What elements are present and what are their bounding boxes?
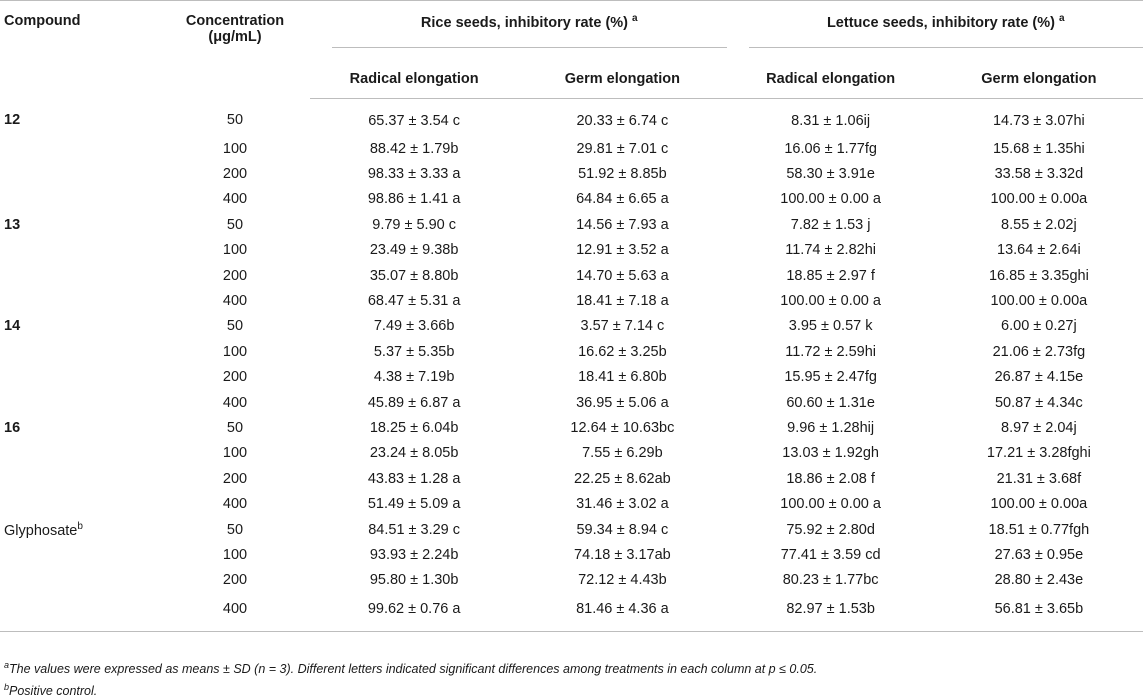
lettuce-radical-cell: 11.72 ± 2.59hi bbox=[727, 339, 935, 364]
header-rice-radical: Radical elongation bbox=[310, 59, 518, 99]
compound-label: 16 bbox=[4, 420, 20, 436]
rice-germ-cell: 20.33 ± 6.74 c bbox=[518, 99, 726, 137]
concentration-cell: 50 bbox=[160, 314, 310, 339]
lettuce-germ-cell: 56.81 ± 3.65b bbox=[935, 593, 1143, 632]
rice-radical-cell: 51.49 ± 5.09 a bbox=[310, 491, 518, 516]
header-row-1 bbox=[0, 1, 1143, 59]
lettuce-germ-cell: 100.00 ± 0.00a bbox=[935, 288, 1143, 313]
rice-germ-cell: 29.81 ± 7.01 c bbox=[518, 136, 726, 161]
rice-radical-cell: 23.24 ± 8.05b bbox=[310, 441, 518, 466]
concentration-cell: 50 bbox=[160, 99, 310, 137]
lettuce-germ-cell: 13.64 ± 2.64i bbox=[935, 238, 1143, 263]
concentration-cell: 200 bbox=[160, 161, 310, 186]
lettuce-germ-cell: 14.73 ± 3.07hi bbox=[935, 99, 1143, 137]
compound-cell bbox=[0, 339, 160, 364]
lettuce-germ-cell: 15.68 ± 1.35hi bbox=[935, 136, 1143, 161]
rice-radical-cell: 5.37 ± 5.35b bbox=[310, 339, 518, 364]
lettuce-radical-cell: 80.23 ± 1.77bc bbox=[727, 568, 935, 593]
compound-cell bbox=[0, 212, 160, 237]
compound-label: 14 bbox=[4, 318, 20, 334]
table-body bbox=[0, 99, 1143, 632]
rice-radical-cell: 35.07 ± 8.80b bbox=[310, 263, 518, 288]
compound-cell bbox=[0, 187, 160, 212]
compound-cell bbox=[0, 542, 160, 567]
lettuce-germ-cell: 18.51 ± 0.77fgh bbox=[935, 517, 1143, 542]
compound-label: Glyphosate bbox=[4, 522, 77, 538]
lettuce-germ-cell: 28.80 ± 2.43e bbox=[935, 568, 1143, 593]
header-lettuce-radical: Radical elongation bbox=[727, 59, 935, 99]
concentration-cell: 50 bbox=[160, 212, 310, 237]
header-lettuce-germ: Germ elongation bbox=[935, 59, 1143, 99]
lettuce-radical-cell: 16.06 ± 1.77fg bbox=[727, 136, 935, 161]
compound-sup: b bbox=[77, 521, 83, 532]
table-row bbox=[0, 288, 1143, 313]
lettuce-radical-cell: 100.00 ± 0.00 a bbox=[727, 491, 935, 516]
table-row bbox=[0, 517, 1143, 542]
rice-radical-cell: 45.89 ± 6.87 a bbox=[310, 390, 518, 415]
compound-cell bbox=[0, 415, 160, 440]
lettuce-germ-cell: 6.00 ± 0.27j bbox=[935, 314, 1143, 339]
lettuce-germ-cell: 100.00 ± 0.00a bbox=[935, 187, 1143, 212]
rice-radical-cell: 95.80 ± 1.30b bbox=[310, 568, 518, 593]
compound-cell bbox=[0, 365, 160, 390]
concentration-cell: 400 bbox=[160, 288, 310, 313]
compound-cell bbox=[0, 136, 160, 161]
compound-cell bbox=[0, 441, 160, 466]
table-row bbox=[0, 263, 1143, 288]
table-row bbox=[0, 339, 1143, 364]
header-lettuce-sup: a bbox=[1059, 13, 1065, 24]
header-lettuce-group bbox=[727, 1, 1143, 59]
header-rice-sup: a bbox=[632, 13, 638, 24]
lettuce-radical-cell: 11.74 ± 2.82hi bbox=[727, 238, 935, 263]
rice-radical-cell: 84.51 ± 3.29 c bbox=[310, 517, 518, 542]
header-rice-germ: Germ elongation bbox=[518, 59, 726, 99]
table-row bbox=[0, 568, 1143, 593]
concentration-cell: 100 bbox=[160, 542, 310, 567]
rice-radical-cell: 43.83 ± 1.28 a bbox=[310, 466, 518, 491]
table-row bbox=[0, 542, 1143, 567]
concentration-cell: 400 bbox=[160, 593, 310, 632]
rice-germ-cell: 36.95 ± 5.06 a bbox=[518, 390, 726, 415]
lettuce-radical-cell: 82.97 ± 1.53b bbox=[727, 593, 935, 632]
lettuce-radical-cell: 75.92 ± 2.80d bbox=[727, 517, 935, 542]
table-row bbox=[0, 365, 1143, 390]
rice-radical-cell: 7.49 ± 3.66b bbox=[310, 314, 518, 339]
rice-germ-cell: 3.57 ± 7.14 c bbox=[518, 314, 726, 339]
footnote-b bbox=[4, 678, 817, 700]
compound-cell bbox=[0, 161, 160, 186]
footnotes bbox=[4, 656, 817, 700]
table-row bbox=[0, 491, 1143, 516]
rice-germ-cell: 74.18 ± 3.17ab bbox=[518, 542, 726, 567]
rice-germ-cell: 7.55 ± 6.29b bbox=[518, 441, 726, 466]
lettuce-germ-cell: 8.55 ± 2.02j bbox=[935, 212, 1143, 237]
rice-radical-cell: 93.93 ± 2.24b bbox=[310, 542, 518, 567]
lettuce-radical-cell: 9.96 ± 1.28hij bbox=[727, 415, 935, 440]
lettuce-germ-cell: 33.58 ± 3.32d bbox=[935, 161, 1143, 186]
footnote-b-sup: b bbox=[4, 682, 9, 692]
table-row bbox=[0, 415, 1143, 440]
rice-germ-cell: 81.46 ± 4.36 a bbox=[518, 593, 726, 632]
rice-germ-cell: 72.12 ± 4.43b bbox=[518, 568, 726, 593]
rice-germ-cell: 16.62 ± 3.25b bbox=[518, 339, 726, 364]
lettuce-germ-cell: 27.63 ± 0.95e bbox=[935, 542, 1143, 567]
lettuce-radical-cell: 77.41 ± 3.59 cd bbox=[727, 542, 935, 567]
compound-cell bbox=[0, 517, 160, 542]
header-rice-group-text: Rice seeds, inhibitory rate (%) bbox=[421, 15, 628, 31]
rice-radical-cell: 9.79 ± 5.90 c bbox=[310, 212, 518, 237]
footnote-b-text: Positive control. bbox=[9, 684, 97, 698]
footnote-a-text: The values were expressed as means ± SD (n = 3). Different letters indicated significant differences among treatments in each column at p ≤ 0.05. bbox=[9, 662, 817, 676]
table-row bbox=[0, 161, 1143, 186]
concentration-cell: 200 bbox=[160, 466, 310, 491]
concentration-cell: 100 bbox=[160, 136, 310, 161]
concentration-cell: 200 bbox=[160, 263, 310, 288]
header-rice-group bbox=[310, 1, 727, 59]
lettuce-radical-cell: 13.03 ± 1.92gh bbox=[727, 441, 935, 466]
compound-label: 13 bbox=[4, 217, 20, 233]
table-row bbox=[0, 593, 1143, 632]
lettuce-radical-cell: 100.00 ± 0.00 a bbox=[727, 288, 935, 313]
lettuce-radical-cell: 8.31 ± 1.06ij bbox=[727, 99, 935, 137]
lettuce-radical-cell: 18.86 ± 2.08 f bbox=[727, 466, 935, 491]
compound-cell bbox=[0, 238, 160, 263]
table-row bbox=[0, 314, 1143, 339]
concentration-cell: 100 bbox=[160, 238, 310, 263]
table-row bbox=[0, 212, 1143, 237]
header-compound: Compound bbox=[0, 1, 160, 99]
lettuce-germ-cell: 100.00 ± 0.00a bbox=[935, 491, 1143, 516]
table-row bbox=[0, 136, 1143, 161]
header-concentration bbox=[160, 1, 310, 99]
rice-germ-cell: 64.84 ± 6.65 a bbox=[518, 187, 726, 212]
lettuce-radical-cell: 58.30 ± 3.91e bbox=[727, 161, 935, 186]
header-rice-group-label bbox=[332, 13, 727, 48]
compound-label: 12 bbox=[4, 112, 20, 128]
concentration-cell: 100 bbox=[160, 441, 310, 466]
rice-radical-cell: 18.25 ± 6.04b bbox=[310, 415, 518, 440]
compound-cell bbox=[0, 466, 160, 491]
compound-cell bbox=[0, 390, 160, 415]
compound-cell bbox=[0, 491, 160, 516]
footnote-a-sup: a bbox=[4, 660, 9, 670]
header-concentration-line1: Concentration bbox=[186, 13, 284, 29]
rice-radical-cell: 98.86 ± 1.41 a bbox=[310, 187, 518, 212]
rice-radical-cell: 98.33 ± 3.33 a bbox=[310, 161, 518, 186]
concentration-cell: 50 bbox=[160, 517, 310, 542]
footnote-a bbox=[4, 656, 817, 678]
rice-germ-cell: 12.91 ± 3.52 a bbox=[518, 238, 726, 263]
lettuce-germ-cell: 16.85 ± 3.35ghi bbox=[935, 263, 1143, 288]
header-concentration-line2: (μg/mL) bbox=[208, 29, 261, 45]
rice-radical-cell: 23.49 ± 9.38b bbox=[310, 238, 518, 263]
compound-cell bbox=[0, 593, 160, 632]
concentration-cell: 200 bbox=[160, 365, 310, 390]
lettuce-germ-cell: 17.21 ± 3.28fghi bbox=[935, 441, 1143, 466]
header-lettuce-group-label bbox=[749, 13, 1143, 48]
lettuce-germ-cell: 26.87 ± 4.15e bbox=[935, 365, 1143, 390]
rice-radical-cell: 65.37 ± 3.54 c bbox=[310, 99, 518, 137]
compound-cell bbox=[0, 99, 160, 137]
rice-germ-cell: 18.41 ± 6.80b bbox=[518, 365, 726, 390]
table-row bbox=[0, 238, 1143, 263]
rice-germ-cell: 22.25 ± 8.62ab bbox=[518, 466, 726, 491]
compound-cell bbox=[0, 314, 160, 339]
concentration-cell: 100 bbox=[160, 339, 310, 364]
lettuce-radical-cell: 18.85 ± 2.97 f bbox=[727, 263, 935, 288]
table-row bbox=[0, 187, 1143, 212]
rice-germ-cell: 31.46 ± 3.02 a bbox=[518, 491, 726, 516]
lettuce-radical-cell: 60.60 ± 1.31e bbox=[727, 390, 935, 415]
rice-germ-cell: 18.41 ± 7.18 a bbox=[518, 288, 726, 313]
lettuce-radical-cell: 7.82 ± 1.53 j bbox=[727, 212, 935, 237]
concentration-cell: 200 bbox=[160, 568, 310, 593]
rice-radical-cell: 68.47 ± 5.31 a bbox=[310, 288, 518, 313]
table-row bbox=[0, 390, 1143, 415]
table-header bbox=[0, 1, 1143, 99]
lettuce-germ-cell: 21.06 ± 2.73fg bbox=[935, 339, 1143, 364]
rice-germ-cell: 59.34 ± 8.94 c bbox=[518, 517, 726, 542]
concentration-cell: 400 bbox=[160, 390, 310, 415]
lettuce-radical-cell: 15.95 ± 2.47fg bbox=[727, 365, 935, 390]
table-row bbox=[0, 441, 1143, 466]
rice-germ-cell: 14.70 ± 5.63 a bbox=[518, 263, 726, 288]
rice-germ-cell: 14.56 ± 7.93 a bbox=[518, 212, 726, 237]
lettuce-germ-cell: 50.87 ± 4.34c bbox=[935, 390, 1143, 415]
compound-cell bbox=[0, 568, 160, 593]
header-lettuce-group-text: Lettuce seeds, inhibitory rate (%) bbox=[827, 15, 1055, 31]
concentration-cell: 50 bbox=[160, 415, 310, 440]
rice-radical-cell: 88.42 ± 1.79b bbox=[310, 136, 518, 161]
compound-cell bbox=[0, 263, 160, 288]
rice-radical-cell: 99.62 ± 0.76 a bbox=[310, 593, 518, 632]
compound-cell bbox=[0, 288, 160, 313]
concentration-cell: 400 bbox=[160, 187, 310, 212]
rice-radical-cell: 4.38 ± 7.19b bbox=[310, 365, 518, 390]
concentration-cell: 400 bbox=[160, 491, 310, 516]
lettuce-germ-cell: 8.97 ± 2.04j bbox=[935, 415, 1143, 440]
lettuce-radical-cell: 100.00 ± 0.00 a bbox=[727, 187, 935, 212]
table-row bbox=[0, 466, 1143, 491]
table-row bbox=[0, 99, 1143, 137]
rice-germ-cell: 12.64 ± 10.63bc bbox=[518, 415, 726, 440]
rice-germ-cell: 51.92 ± 8.85b bbox=[518, 161, 726, 186]
lettuce-radical-cell: 3.95 ± 0.57 k bbox=[727, 314, 935, 339]
lettuce-germ-cell: 21.31 ± 3.68f bbox=[935, 466, 1143, 491]
